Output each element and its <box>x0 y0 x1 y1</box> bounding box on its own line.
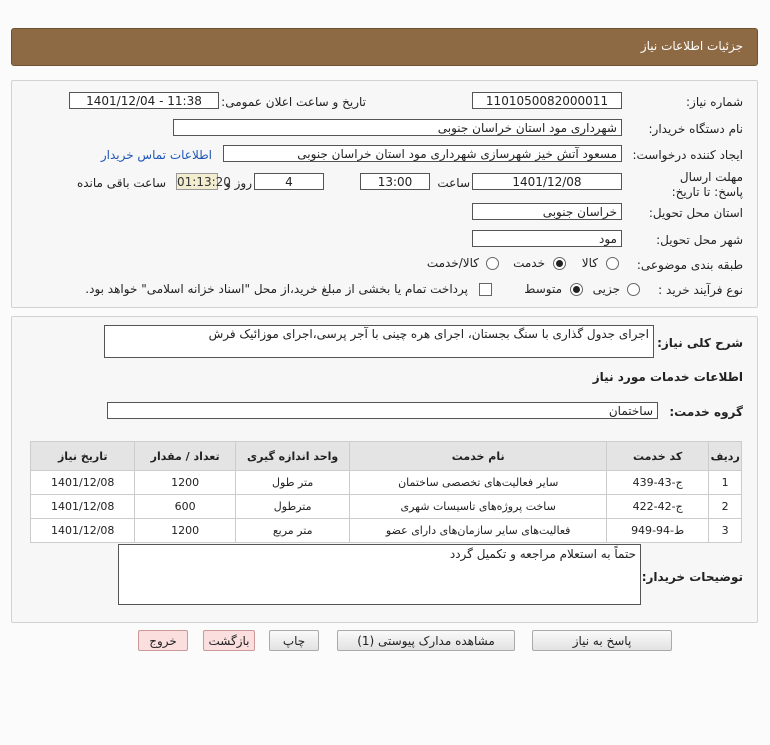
category-option-goods-service: کالا/خدمت <box>426 256 479 270</box>
page-title: جزئیات اطلاعات نیاز <box>640 39 743 53</box>
col-qty-header: تعداد / مقدار <box>135 442 235 471</box>
exit-button[interactable]: خروج <box>138 630 188 651</box>
buyer-org-label: نام دستگاه خریدار: <box>648 122 743 136</box>
process-radio-medium[interactable] <box>570 283 583 296</box>
summary-field: اجرای جدول گذاری با سنگ بجستان، اجرای هره چینی با آجر پرسی،اجرای موزائیک فرش <box>104 325 654 358</box>
city-field: مود <box>472 230 622 247</box>
need-number-field: 1101050082000011 <box>472 92 622 109</box>
deadline-date-field: 1401/12/08 <box>472 173 622 190</box>
cell-name: سایر فعالیت‌های تخصصی ساختمان <box>350 471 607 495</box>
remaining-label: ساعت باقی مانده <box>76 176 166 190</box>
remaining-time-field: 01:13:20 <box>177 175 231 189</box>
province-field: خراسان جنوبی <box>472 203 622 220</box>
category-label: طبقه بندی موضوعی: <box>636 258 743 272</box>
attachments-button[interactable]: مشاهده مدارک پیوستی (1) <box>337 630 515 651</box>
announce-label: تاریخ و ساعت اعلان عمومی: <box>221 95 366 109</box>
cell-row: 3 <box>709 519 742 543</box>
treasury-checkbox[interactable] <box>479 283 492 296</box>
reply-button[interactable]: پاسخ به نیاز <box>532 630 672 651</box>
creator-field: مسعود آتش خیز شهرسازی شهرداری مود استان خراسان جنوبی <box>223 145 622 162</box>
services-table <box>30 441 742 543</box>
services-title: اطلاعات خدمات مورد نیاز <box>592 370 743 384</box>
creator-label: ایجاد کننده درخواست: <box>632 148 743 162</box>
service-group-label: گروه خدمت: <box>669 405 743 419</box>
table-row <box>31 495 742 519</box>
contact-buyer-link[interactable]: اطلاعات تماس خریدار <box>100 148 212 162</box>
category-radio-goods[interactable] <box>606 257 619 270</box>
cell-date: 1401/12/08 <box>31 471 135 495</box>
cell-qty: 1200 <box>135 519 235 543</box>
process-radio-minor[interactable] <box>627 283 640 296</box>
cell-date: 1401/12/08 <box>31 519 135 543</box>
buyer-org-field: شهرداری مود استان خراسان جنوبی <box>173 119 622 136</box>
cell-unit: مترطول <box>235 495 350 519</box>
cell-unit: متر مربع <box>235 519 350 543</box>
col-row-header: ردیف <box>709 442 742 471</box>
page-header <box>11 28 758 66</box>
cell-name: ساخت پروژه‌های تاسیسات شهری <box>350 495 607 519</box>
treasury-note: پرداخت تمام یا بخشی از مبلغ خرید،از محل "اسناد خزانه اسلامی" خواهد بود. <box>85 282 468 296</box>
cell-code: ج-43-439 <box>606 471 708 495</box>
buyer-notes-field: حتماً به استعلام مراجعه و تکمیل گردد <box>118 544 641 605</box>
process-option-medium: متوسط <box>524 282 562 296</box>
deadline-time-field: 13:00 <box>360 173 430 190</box>
cell-row: 1 <box>709 471 742 495</box>
category-radio-service[interactable] <box>553 257 566 270</box>
summary-label: شرح کلی نیاز: <box>657 336 743 350</box>
deadline-label: مهلت ارسال پاسخ: تا تاریخ: <box>671 170 743 199</box>
category-radio-goods-service[interactable] <box>486 257 499 270</box>
col-unit-header: واحد اندازه گیری <box>235 442 350 471</box>
service-group-field: ساختمان <box>107 402 658 419</box>
table-header-row <box>31 442 742 471</box>
process-label: نوع فرآیند خرید : <box>658 283 743 297</box>
cell-name: فعالیت‌های سایر سازمان‌های دارای عضو <box>350 519 607 543</box>
cell-qty: 1200 <box>135 471 235 495</box>
col-code-header: کد خدمت <box>606 442 708 471</box>
print-button[interactable]: چاپ <box>269 630 319 651</box>
city-label: شهر محل تحویل: <box>656 233 743 247</box>
deadline-time-label: ساعت <box>437 176 470 190</box>
need-info-panel <box>11 80 758 308</box>
province-label: استان محل تحویل: <box>648 206 743 220</box>
table-row <box>31 471 742 495</box>
need-number-label: شماره نیاز: <box>686 95 743 109</box>
cell-code: ج-42-422 <box>606 495 708 519</box>
days-field: 4 <box>254 173 324 190</box>
back-button[interactable]: بازگشت <box>203 630 255 651</box>
cell-qty: 600 <box>135 495 235 519</box>
cell-date: 1401/12/08 <box>31 495 135 519</box>
cell-code: ط-94-949 <box>606 519 708 543</box>
buyer-notes-label: توضیحات خریدار: <box>641 570 743 584</box>
cell-unit: متر طول <box>235 471 350 495</box>
table-row <box>31 519 742 543</box>
announce-field: 1401/12/04 - 11:38 <box>69 92 219 109</box>
cell-row: 2 <box>709 495 742 519</box>
col-name-header: نام خدمت <box>350 442 607 471</box>
days-label: روز و <box>225 176 252 190</box>
col-date-header: تاریخ نیاز <box>31 442 135 471</box>
category-option-goods: کالا <box>581 256 598 270</box>
category-option-service: خدمت <box>513 256 545 270</box>
process-option-minor: جزیی <box>592 282 620 296</box>
